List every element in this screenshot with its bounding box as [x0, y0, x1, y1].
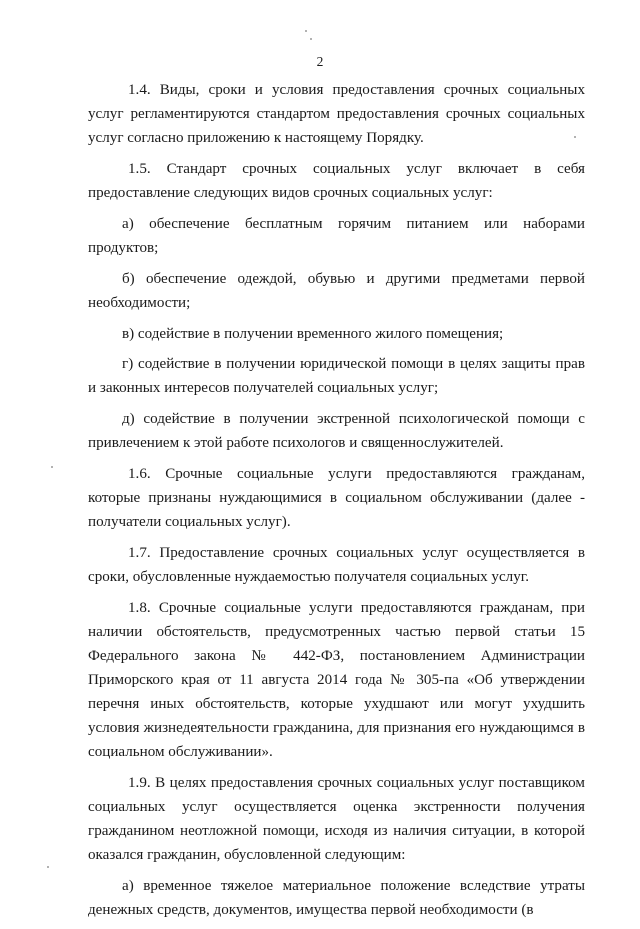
- document-body: [88, 78, 585, 929]
- scan-speck: [47, 866, 49, 868]
- paragraph-1-5: 1.5. Стандарт срочных социальных услуг включает в себя предоставление следующих видов срочных социальных услуг:: [88, 160, 585, 201]
- list-item-g: г) содействие в получении юридической помощи в целях защиты прав и законных интересов получателей социальных услуг;: [88, 356, 585, 397]
- list-item-d: д) содействие в получении экстренной психологической помощи с привлечением к этой работе психологов и священнослужителей.: [88, 411, 585, 452]
- scan-speck: [310, 38, 312, 40]
- list-item-b: б) обеспечение одеждой, обувью и другими предметами первой необходимости;: [88, 270, 585, 311]
- paragraph-1-7: 1.7. Предоставление срочных социальных услуг осуществляется в сроки, обусловленные нуждаемостью получателя социальных услуг.: [88, 545, 585, 586]
- list-item-v: в) содействие в получении временного жилого помещения;: [122, 325, 504, 342]
- page-number: 2: [316, 54, 324, 69]
- scan-speck: [51, 466, 53, 468]
- list-item-a-2: а) временное тяжелое материальное положение вследствие утраты денежных средств, документов, имущества первой необходимости (в: [88, 877, 585, 918]
- scan-speck: [305, 30, 307, 32]
- paragraph-1-8: 1.8. Срочные социальные услуги предоставляются гражданам, при наличии обстоятельств, предусмотренных частью первой статьи 15 Федерального закона № 442-ФЗ, постановлением Администрации Приморского края от 11 августа 2014 года № 305-па «Об утверждении перечня иных обстоятельств, которые ухудшают или могут ухудшить условия жизнедеятельности гражданина, для признания его нуждающимся в социальном обслуживании».: [88, 600, 585, 761]
- paragraph-1-4: 1.4. Виды, сроки и условия предоставления срочных социальных услуг регламентируются стандартом предоставления срочных социальных услуг согласно приложению к настоящему Порядку.: [88, 82, 585, 146]
- paragraph-1-9: 1.9. В целях предоставления срочных социальных услуг поставщиком социальных услуг осуществляется оценка экстренности получения гражданином неотложной помощи, исходя из наличия ситуации, в которой оказался гражданин, обусловленной следующим:: [88, 774, 585, 863]
- list-item-a: а) обеспечение бесплатным горячим питанием или наборами продуктов;: [88, 215, 585, 256]
- paragraph-1-6: 1.6. Срочные социальные услуги предоставляются гражданам, которые признаны нуждающимися в социальном обслуживании (далее - получатели социальных услуг).: [88, 466, 585, 531]
